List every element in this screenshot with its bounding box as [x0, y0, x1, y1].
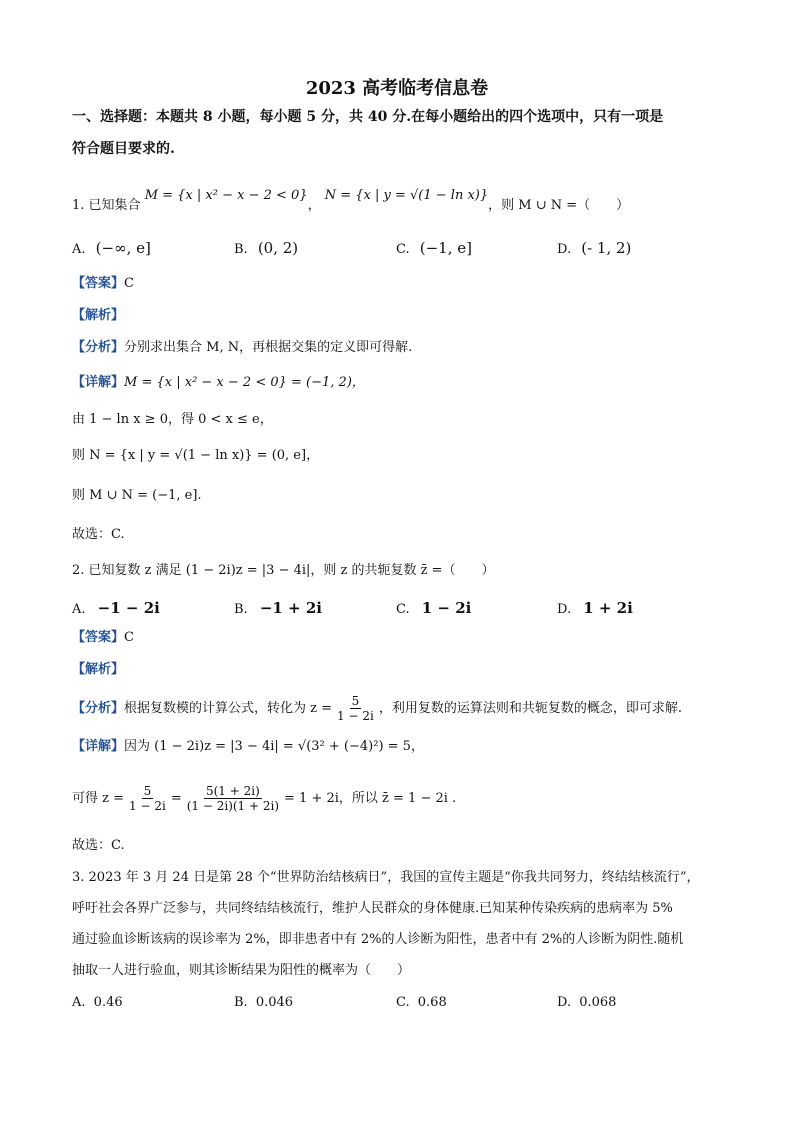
q1-fenxi [72, 338, 412, 358]
q1-step3: 则 M ∪ N = (−1, e]. [72, 488, 202, 503]
option-label: C. [396, 995, 410, 1010]
option-value: 1 + 2i [583, 599, 633, 617]
option-label: B. [234, 242, 248, 257]
step1-fraction-1 [127, 784, 168, 813]
fenxi-fraction [335, 694, 376, 723]
section-heading-line2: 符合题目要求的. [72, 141, 175, 157]
option-value: (0, 2) [257, 239, 299, 257]
fenxi-text: 分别求出集合 M, N，再根据交集的定义即可得解. [124, 340, 413, 355]
q1-choice: 故选：C. [72, 527, 125, 542]
q3-option-b [234, 992, 293, 1014]
q1-set-m: M = {x | x² − x − 2 < 0} [144, 188, 308, 203]
option-label: B. [234, 995, 248, 1010]
option-value: −1 + 2i [259, 599, 322, 617]
q2-answer [72, 628, 134, 648]
fenxi-tag: 【分析】 [72, 701, 125, 716]
step1-fraction-2 [185, 784, 281, 813]
q1-step2: 则 N = {x | y = √(1 − ln x)} = (0, e]， [72, 448, 320, 463]
option-value: (−1, e] [419, 239, 472, 257]
option-label: B. [234, 602, 248, 617]
option-label: A. [72, 242, 86, 257]
option-value: (- 1, 2) [581, 239, 632, 257]
option-label: C. [396, 242, 410, 257]
q1-sep: ， [307, 198, 321, 213]
q1-xiangjie [72, 373, 365, 393]
q3-option-d [557, 992, 616, 1014]
q1-set-n: N = {x | y = √(1 − ln x)} [324, 188, 489, 203]
q3-line3: 通过验血诊断该病的误诊率为 2%，即非患者中有 2%的人诊断为阳性，患者中有 2%的人诊断为阴性.随机 [72, 932, 684, 947]
option-label: C. [396, 602, 410, 617]
q1-option-d [557, 237, 631, 261]
option-label: D. [557, 995, 572, 1010]
fenxi-post: ，利用复数的运算法则和共轭复数的概念，即可求解. [378, 701, 682, 716]
option-value: 0.068 [579, 995, 617, 1010]
xiangjie-text: 因为 (1 − 2i)z = |3 − 4i| = √(3² + (−4)²) = 5， [124, 739, 424, 754]
q3-option-c [396, 992, 447, 1014]
q2-xiangjie [72, 737, 424, 757]
q1-option-a [72, 237, 151, 261]
option-value: 0.46 [93, 995, 123, 1010]
q2-option-b [234, 597, 322, 621]
fraction-numerator: 5(1 + 2i) [205, 784, 260, 798]
q3-line2: 呼吁社会各界广泛参与，共同终结结核流行，维护人民群众的身体健康.已知某种传染疾病的患病率为 5% [72, 901, 673, 916]
q3-option-a [72, 992, 123, 1014]
option-label: A. [72, 602, 86, 617]
fraction-numerator: 5 [351, 694, 360, 708]
q1-option-c [396, 237, 472, 261]
step1-pre: 可得 z = [72, 791, 125, 806]
q2-fenxi [72, 694, 682, 723]
q2-choice: 故选：C. [72, 838, 125, 853]
answer-tag: 【答案】 [72, 630, 125, 645]
q1-answer [72, 274, 134, 294]
fenxi-tag: 【分析】 [72, 340, 125, 355]
option-label: A. [72, 995, 86, 1010]
q2-step1 [72, 784, 456, 813]
option-value: (−∞, e] [95, 239, 151, 257]
option-value: −1 − 2i [97, 599, 160, 617]
option-value: 0.68 [417, 995, 447, 1010]
step1-eq: = [170, 791, 182, 806]
fraction-denominator: 1 − 2i [337, 709, 374, 723]
section-heading-line1: 一、选择题：本题共 8 小题，每小题 5 分，共 40 分.在每小题给出的四个选项中，只有一项是 [72, 109, 664, 125]
q1-step1: 由 1 − ln x ≥ 0，得 0 < x ≤ e， [72, 412, 273, 427]
q2-option-d [557, 597, 633, 621]
xiangjie-tag: 【详解】 [72, 739, 125, 754]
answer-value: C [124, 630, 134, 645]
fraction-numerator: 5 [143, 784, 152, 798]
q2-stem: 2. 已知复数 z 满足 (1 − 2i)z = |3 − 4i|，则 z 的共轭复数 z̄ =（ ） [72, 563, 495, 578]
q2-jiexi-tag: 【解析】 [72, 662, 125, 677]
q1-stem [72, 188, 630, 216]
option-label: D. [557, 242, 572, 257]
q1-stem-post: ，则 M ∪ N =（ ） [488, 198, 630, 213]
fraction-denominator: (1 − 2i)(1 + 2i) [186, 799, 280, 813]
xiangjie-text: M = {x | x² − x − 2 < 0} = (−1, 2)， [124, 375, 365, 390]
q3-line4: 抽取一人进行验血，则其诊断结果为阳性的概率为（ ） [72, 963, 411, 978]
page-title: 2023 高考临考信息卷 [305, 78, 489, 99]
q1-jiexi-tag: 【解析】 [72, 308, 125, 323]
option-label: D. [557, 602, 572, 617]
fenxi-pre: 根据复数模的计算公式，转化为 z = [124, 701, 333, 716]
option-value: 1 − 2i [421, 599, 472, 617]
step1-post: = 1 + 2i，所以 z̄ = 1 − 2i . [284, 791, 457, 806]
q2-option-a [72, 597, 160, 621]
answer-tag: 【答案】 [72, 276, 125, 291]
q1-option-b [234, 237, 298, 261]
q1-stem-pre: 1. 已知集合 [72, 198, 141, 213]
fraction-denominator: 1 − 2i [129, 799, 166, 813]
q2-option-c [396, 597, 471, 621]
answer-value: C [124, 276, 134, 291]
xiangjie-tag: 【详解】 [72, 375, 125, 390]
q3-line1: 3. 2023 年 3 月 24 日是第 28 个“世界防治结核病日”，我国的宣传主题是“你我共同努力，终结结核流行”， [72, 870, 700, 885]
option-value: 0.046 [255, 995, 294, 1010]
